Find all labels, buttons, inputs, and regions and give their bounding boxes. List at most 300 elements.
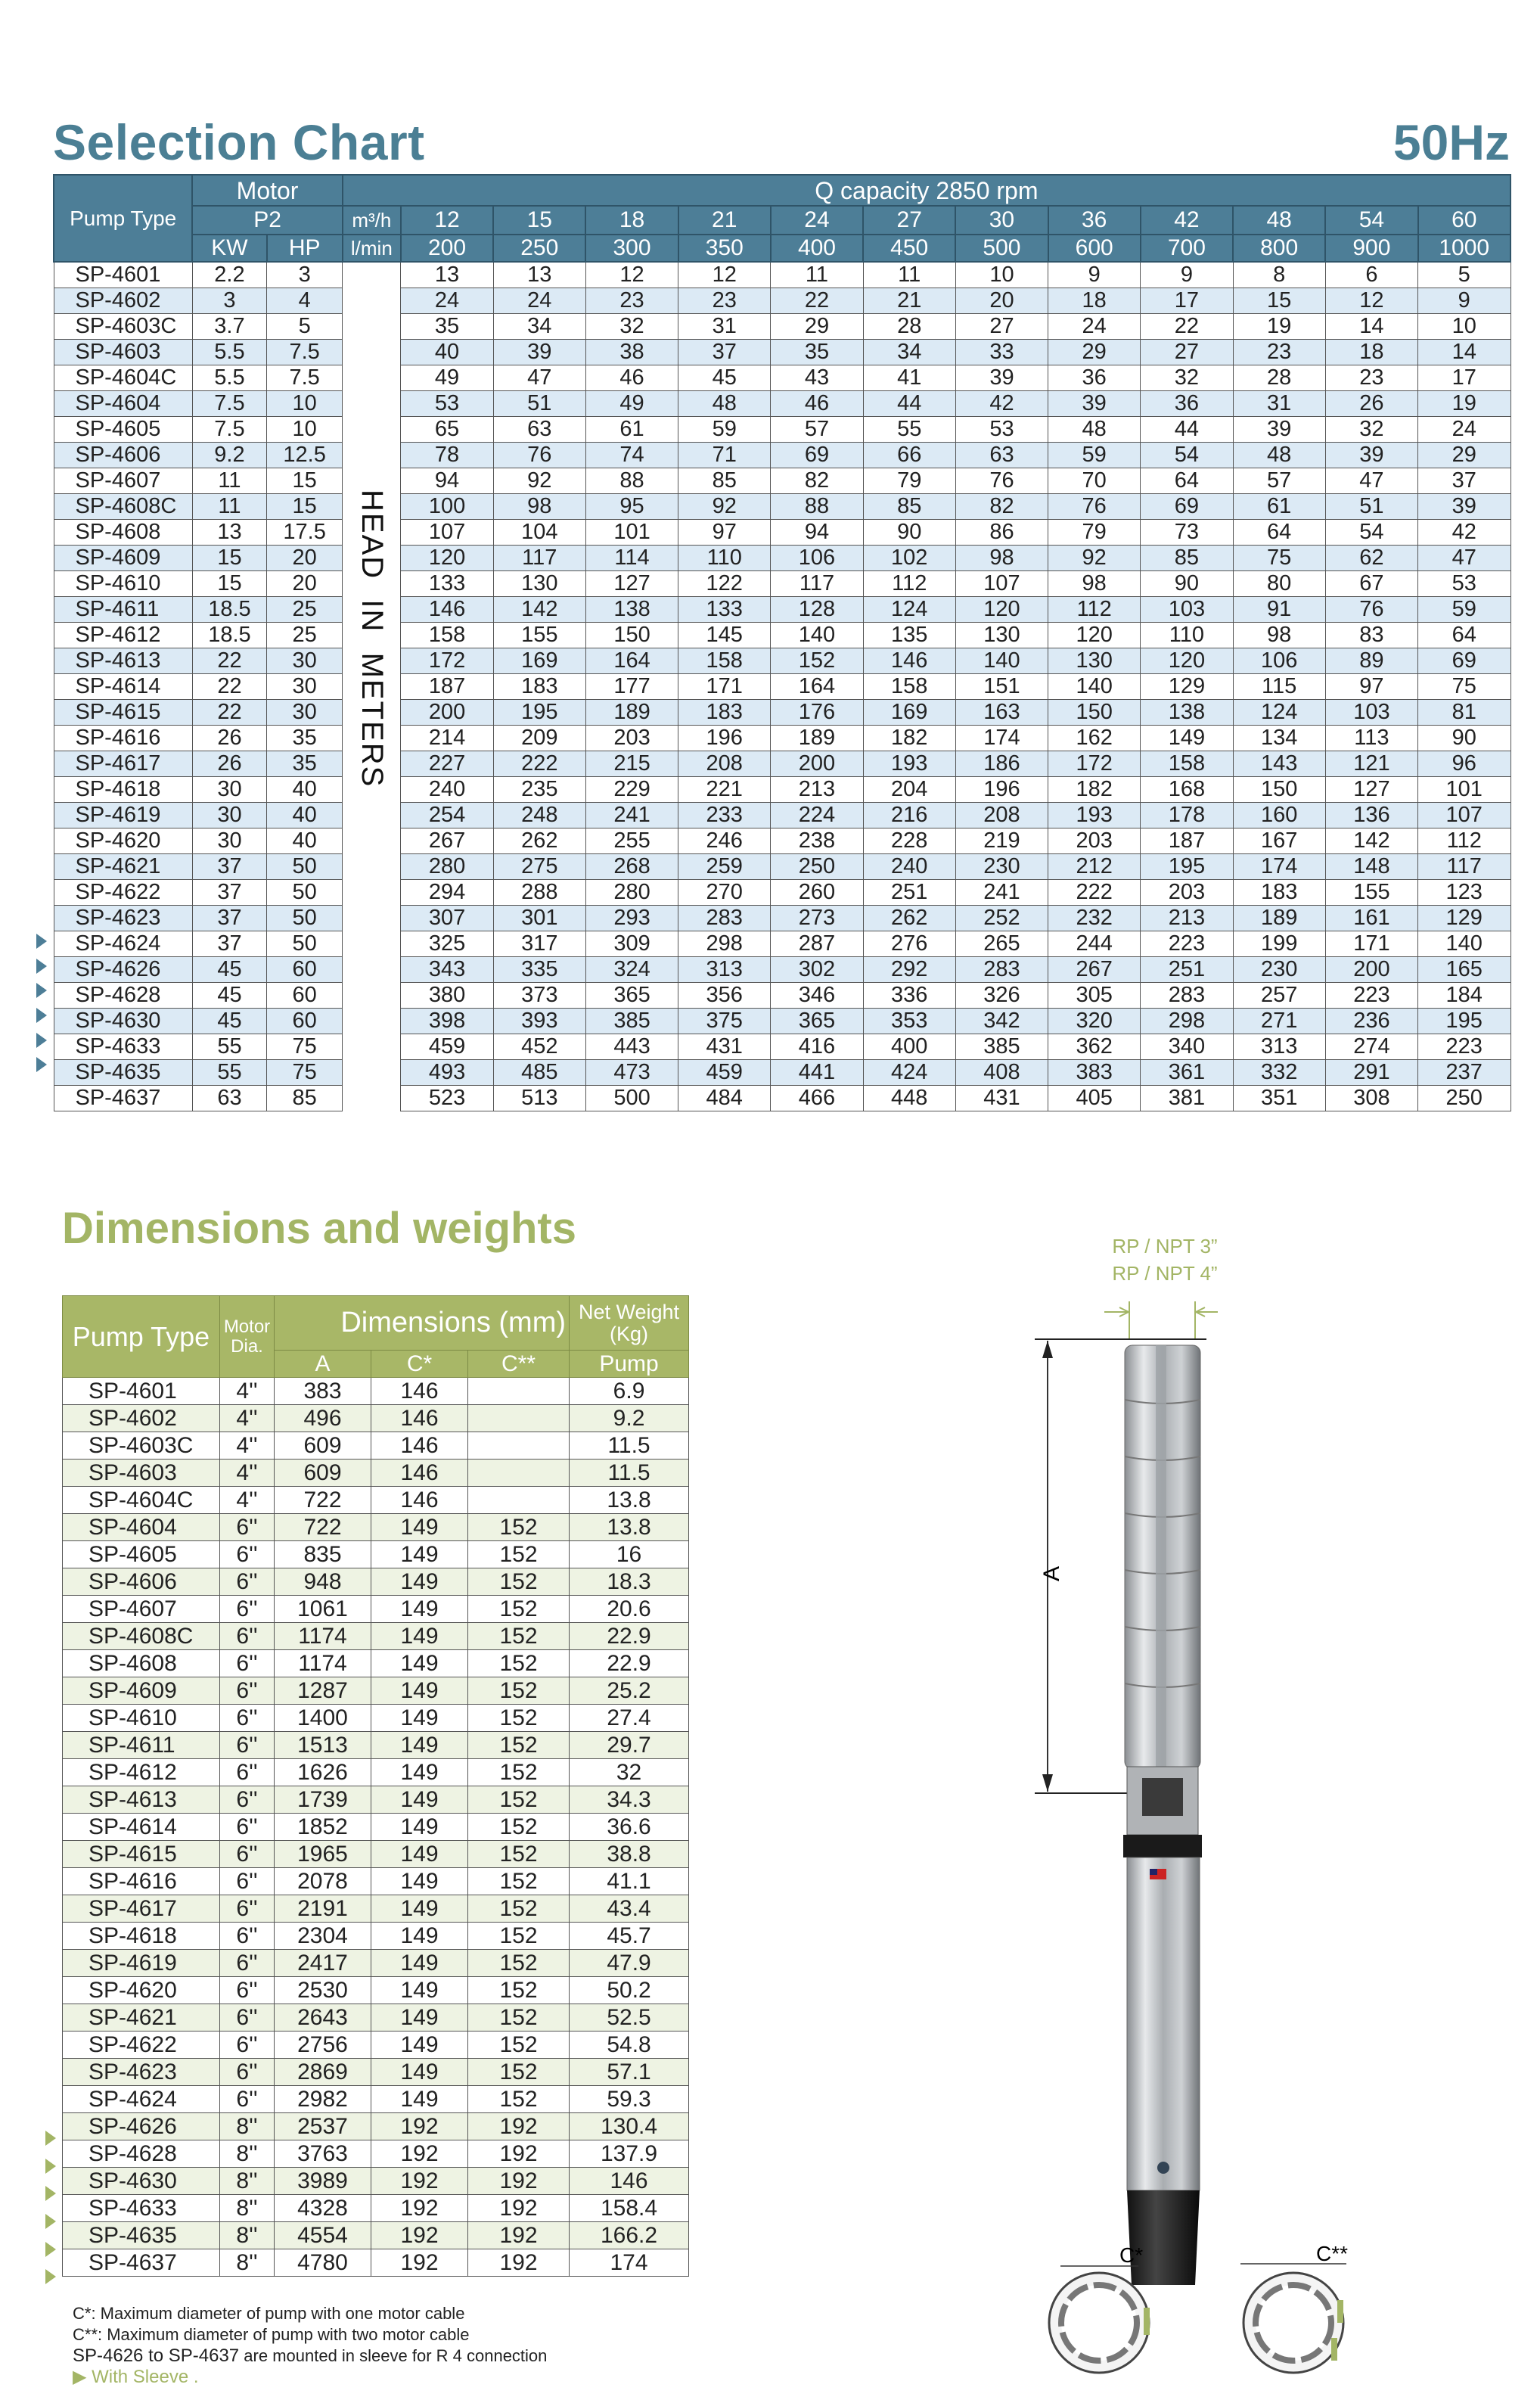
head-cell: 10 [955, 262, 1048, 288]
head-cell: 123 [1418, 880, 1511, 906]
head-cell: 103 [1141, 597, 1233, 623]
head-cell: 283 [678, 906, 771, 931]
hp-cell: 85 [267, 1086, 343, 1111]
pump-type-cell: SP-4603C [54, 314, 192, 340]
table-row [54, 803, 1511, 828]
head-cell: 43 [771, 365, 863, 391]
head-cell: 182 [1048, 777, 1141, 803]
table-row [63, 1705, 689, 1732]
motor-dia-cell: 8'' [220, 2249, 275, 2277]
hp-cell: 60 [267, 1009, 343, 1034]
header-pump: Pump [570, 1351, 689, 1378]
head-cell: 133 [678, 597, 771, 623]
head-cell: 186 [955, 751, 1048, 777]
net-weight-cell: 57.1 [570, 2059, 689, 2086]
head-cell: 213 [771, 777, 863, 803]
pump-body [1123, 1345, 1202, 1857]
head-cell: 133 [401, 571, 493, 597]
head-cell: 98 [1048, 571, 1141, 597]
head-cell: 42 [955, 391, 1048, 417]
head-cell: 124 [863, 597, 955, 623]
dim-c2-cell [468, 1405, 570, 1432]
table-row [63, 2222, 689, 2249]
dim-a-cell: 609 [275, 1432, 371, 1460]
header-net-weight: Net Weight (Kg) [570, 1296, 689, 1351]
table-row [63, 1514, 689, 1541]
head-cell: 129 [1141, 674, 1233, 700]
head-cell: 485 [493, 1060, 585, 1086]
kw-cell: 22 [192, 648, 266, 674]
head-cell: 276 [863, 931, 955, 957]
pump-type-cell: SP-4613 [54, 648, 192, 674]
dim-c1-cell: 192 [371, 2195, 468, 2222]
head-cell: 200 [1325, 957, 1417, 983]
head-cell: 325 [401, 931, 493, 957]
kw-cell: 15 [192, 571, 266, 597]
pump-type-cell: SP-4603 [54, 340, 192, 365]
header-flow-lmin: 800 [1233, 235, 1325, 262]
dim-c1-cell: 192 [371, 2222, 468, 2249]
head-cell: 523 [401, 1086, 493, 1111]
head-cell: 351 [1233, 1086, 1325, 1111]
head-cell: 102 [863, 546, 955, 571]
head-cell: 232 [1048, 906, 1141, 931]
head-cell: 86 [955, 520, 1048, 546]
head-cell: 196 [955, 777, 1048, 803]
head-cell: 221 [678, 777, 771, 803]
table-row [54, 1009, 1511, 1034]
head-cell: 117 [493, 546, 585, 571]
table-row [54, 623, 1511, 648]
head-cell: 223 [1325, 983, 1417, 1009]
pump-type-cell: SP-4635 [54, 1060, 192, 1086]
head-cell: 262 [493, 828, 585, 854]
net-weight-cell: 20.6 [570, 1596, 689, 1623]
head-cell: 292 [863, 957, 955, 983]
dim-c1-cell: 146 [371, 1432, 468, 1460]
net-weight-cell: 41.1 [570, 1868, 689, 1895]
pump-type-cell: SP-4612 [63, 1759, 220, 1786]
head-cell: 484 [678, 1086, 771, 1111]
table-row [63, 2168, 689, 2195]
head-cell: 196 [678, 726, 771, 751]
head-cell: 69 [1418, 648, 1511, 674]
head-cell: 177 [585, 674, 678, 700]
dim-c1-cell: 192 [371, 2249, 468, 2277]
head-cell: 24 [493, 288, 585, 314]
head-cell: 142 [1325, 828, 1417, 854]
pump-type-cell: SP-4606 [63, 1568, 220, 1596]
head-cell: 64 [1418, 623, 1511, 648]
head-cell: 28 [863, 314, 955, 340]
head-cell: 8 [1233, 262, 1325, 288]
head-cell: 85 [678, 468, 771, 494]
table-row [54, 700, 1511, 726]
head-cell: 184 [1418, 983, 1511, 1009]
head-cell: 129 [1418, 906, 1511, 931]
table-row [54, 546, 1511, 571]
head-cell: 88 [771, 494, 863, 520]
head-cell: 92 [678, 494, 771, 520]
table-row [54, 880, 1511, 906]
pump-type-cell: SP-4635 [63, 2222, 220, 2249]
head-cell: 134 [1233, 726, 1325, 751]
head-cell: 18 [1048, 288, 1141, 314]
kw-cell: 18.5 [192, 623, 266, 648]
kw-cell: 2.2 [192, 262, 266, 288]
head-cell: 149 [1141, 726, 1233, 751]
dim-c2-cell: 152 [468, 1732, 570, 1759]
header-flow-lmin: 250 [493, 235, 585, 262]
pump-type-cell: SP-4604C [54, 365, 192, 391]
head-cell: 57 [1233, 468, 1325, 494]
table-row [54, 854, 1511, 880]
head-cell: 158 [678, 648, 771, 674]
head-cell: 85 [863, 494, 955, 520]
head-cell: 49 [585, 391, 678, 417]
head-cell: 260 [771, 880, 863, 906]
head-cell: 104 [493, 520, 585, 546]
table-row [54, 906, 1511, 931]
head-cell: 107 [401, 520, 493, 546]
head-cell: 294 [401, 880, 493, 906]
head-cell: 151 [955, 674, 1048, 700]
head-cell: 90 [1141, 571, 1233, 597]
rp-npt-3-label: RP / NPT 3” [1112, 1235, 1218, 1257]
head-cell: 27 [1141, 340, 1233, 365]
head-cell: 90 [863, 520, 955, 546]
head-cell: 459 [401, 1034, 493, 1060]
head-cell: 251 [863, 880, 955, 906]
dim-a-cell: 1739 [275, 1786, 371, 1814]
header-flow-m3h: 30 [955, 206, 1048, 235]
net-weight-cell: 34.3 [570, 1786, 689, 1814]
dim-c1-cell: 149 [371, 1568, 468, 1596]
head-cell: 76 [955, 468, 1048, 494]
net-weight-cell: 166.2 [570, 2222, 689, 2249]
head-cell: 308 [1325, 1086, 1417, 1111]
head-cell: 313 [1233, 1034, 1325, 1060]
dim-c1-cell: 149 [371, 2032, 468, 2059]
table-row [54, 443, 1511, 468]
table-row [54, 1086, 1511, 1111]
head-cell: 443 [585, 1034, 678, 1060]
head-cell: 101 [1418, 777, 1511, 803]
table-row [54, 340, 1511, 365]
header-flow-lmin: 400 [771, 235, 863, 262]
head-cell: 250 [1418, 1086, 1511, 1111]
dimensions-table [62, 1295, 689, 2277]
kw-cell: 5.5 [192, 340, 266, 365]
dim-c1-cell: 146 [371, 1487, 468, 1514]
hp-cell: 75 [267, 1060, 343, 1086]
pump-type-cell: SP-4615 [54, 700, 192, 726]
head-cell: 459 [678, 1060, 771, 1086]
dim-c1-cell: 149 [371, 2004, 468, 2032]
pump-type-cell: SP-4605 [63, 1541, 220, 1568]
head-cell: 44 [863, 391, 955, 417]
head-cell: 200 [401, 700, 493, 726]
length-a-dimension [1035, 1341, 1127, 1793]
dim-c1-cell: 149 [371, 1923, 468, 1950]
sleeve-marker-icon [36, 1033, 47, 1048]
pump-type-cell: SP-4621 [63, 2004, 220, 2032]
head-cell: 244 [1048, 931, 1141, 957]
head-cell: 267 [401, 828, 493, 854]
head-cell: 127 [585, 571, 678, 597]
head-cell: 235 [493, 777, 585, 803]
head-cell: 332 [1233, 1060, 1325, 1086]
head-cell: 71 [678, 443, 771, 468]
head-cell: 112 [1048, 597, 1141, 623]
head-cell: 94 [401, 468, 493, 494]
kw-cell: 7.5 [192, 391, 266, 417]
head-cell: 254 [401, 803, 493, 828]
head-cell: 120 [955, 597, 1048, 623]
head-cell: 209 [493, 726, 585, 751]
head-cell: 38 [585, 340, 678, 365]
head-cell: 250 [771, 854, 863, 880]
motor-body [1127, 1857, 1200, 2285]
head-cell: 288 [493, 880, 585, 906]
head-cell: 18 [1325, 340, 1417, 365]
header-unit-m3h: m³/h [343, 206, 401, 235]
motor-dia-cell: 6'' [220, 1514, 275, 1541]
table-row [63, 1432, 689, 1460]
head-cell: 33 [955, 340, 1048, 365]
net-weight-cell: 174 [570, 2249, 689, 2277]
c2-label: C** [1316, 2242, 1349, 2265]
hp-cell: 4 [267, 288, 343, 314]
motor-dia-cell: 6'' [220, 1650, 275, 1677]
table-row [63, 1977, 689, 2004]
header-pump-type: Pump Type [63, 1296, 220, 1378]
head-cell: 70 [1048, 468, 1141, 494]
head-cell: 46 [585, 365, 678, 391]
head-cell: 22 [1141, 314, 1233, 340]
head-cell: 189 [585, 700, 678, 726]
head-cell: 257 [1233, 983, 1325, 1009]
head-cell: 140 [1418, 931, 1511, 957]
head-cell: 280 [585, 880, 678, 906]
sleeve-marker-icon [45, 2131, 56, 2146]
dim-a-cell: 722 [275, 1487, 371, 1514]
head-cell: 214 [401, 726, 493, 751]
motor-dia-cell: 6'' [220, 1977, 275, 2004]
dim-a-cell: 1061 [275, 1596, 371, 1623]
head-cell: 63 [955, 443, 1048, 468]
head-cell: 53 [955, 417, 1048, 443]
head-cell: 163 [955, 700, 1048, 726]
pump-type-cell: SP-4613 [63, 1786, 220, 1814]
head-cell: 64 [1141, 468, 1233, 494]
hp-cell: 60 [267, 957, 343, 983]
table-row [63, 1568, 689, 1596]
header-pump-type: Pump Type [54, 175, 192, 262]
head-cell: 69 [1141, 494, 1233, 520]
head-cell: 222 [1048, 880, 1141, 906]
head-cell: 164 [585, 648, 678, 674]
sleeve-marker-icon [36, 983, 47, 998]
pump-type-cell: SP-4620 [54, 828, 192, 854]
kw-cell: 26 [192, 726, 266, 751]
head-cell: 17 [1418, 365, 1511, 391]
head-cell: 34 [863, 340, 955, 365]
table-row [54, 1060, 1511, 1086]
head-cell: 106 [771, 546, 863, 571]
head-cell: 76 [493, 443, 585, 468]
pump-type-cell: SP-4608C [54, 494, 192, 520]
head-cell: 59 [1418, 597, 1511, 623]
head-cell: 67 [1325, 571, 1417, 597]
head-cell: 224 [771, 803, 863, 828]
head-cell: 223 [1141, 931, 1233, 957]
table-row [63, 1868, 689, 1895]
hp-cell: 7.5 [267, 340, 343, 365]
head-cell: 98 [493, 494, 585, 520]
head-cell: 255 [585, 828, 678, 854]
header-kw: KW [192, 235, 266, 262]
dim-a-cell: 4328 [275, 2195, 371, 2222]
head-cell: 27 [955, 314, 1048, 340]
table-row [63, 2140, 689, 2168]
selection-chart-table [53, 174, 1511, 1111]
head-in-meters-label: HEAD IN METERS [355, 490, 389, 788]
head-cell: 165 [1418, 957, 1511, 983]
dim-c2-cell: 152 [468, 1705, 570, 1732]
dim-c1-cell: 149 [371, 1514, 468, 1541]
header-flow-lmin: 500 [955, 235, 1048, 262]
pump-type-cell: SP-4609 [63, 1677, 220, 1705]
header-flow-m3h: 18 [585, 206, 678, 235]
header-dimensions: Dimensions (mm) [275, 1296, 570, 1351]
hp-cell: 25 [267, 623, 343, 648]
head-cell: 48 [1048, 417, 1141, 443]
net-weight-cell: 38.8 [570, 1841, 689, 1868]
pump-type-cell: SP-4603C [63, 1432, 220, 1460]
head-cell: 326 [955, 983, 1048, 1009]
head-cell: 203 [1048, 828, 1141, 854]
hp-cell: 40 [267, 777, 343, 803]
pump-type-cell: SP-4604 [54, 391, 192, 417]
net-weight-cell: 25.2 [570, 1677, 689, 1705]
note-sleeve-legend: With Sleeve . [92, 2367, 199, 2387]
head-cell: 37 [678, 340, 771, 365]
net-weight-cell: 6.9 [570, 1378, 689, 1405]
table-row [54, 828, 1511, 854]
dim-c2-cell [468, 1487, 570, 1514]
head-cell: 162 [1048, 726, 1141, 751]
head-cell: 19 [1233, 314, 1325, 340]
table-row [63, 2113, 689, 2140]
head-cell: 110 [1141, 623, 1233, 648]
header-flow-lmin: 600 [1048, 235, 1141, 262]
head-cell: 317 [493, 931, 585, 957]
dim-c1-cell: 149 [371, 1814, 468, 1841]
head-cell: 441 [771, 1060, 863, 1086]
head-cell: 161 [1325, 906, 1417, 931]
head-cell: 92 [1048, 546, 1141, 571]
kw-cell: 3.7 [192, 314, 266, 340]
head-cell: 199 [1233, 931, 1325, 957]
head-cell: 97 [1325, 674, 1417, 700]
dim-a-cell: 1965 [275, 1841, 371, 1868]
table-row [54, 417, 1511, 443]
table-row [54, 777, 1511, 803]
head-cell: 146 [863, 648, 955, 674]
motor-dia-cell: 4'' [220, 1460, 275, 1487]
kw-cell: 37 [192, 931, 266, 957]
head-cell: 140 [955, 648, 1048, 674]
header-flow-lmin: 900 [1325, 235, 1417, 262]
head-cell: 195 [1418, 1009, 1511, 1034]
net-weight-cell: 43.4 [570, 1895, 689, 1923]
hp-cell: 50 [267, 906, 343, 931]
head-cell: 174 [955, 726, 1048, 751]
hp-cell: 7.5 [267, 365, 343, 391]
hp-cell: 30 [267, 700, 343, 726]
head-cell: 89 [1325, 648, 1417, 674]
head-cell: 48 [678, 391, 771, 417]
dim-c2-cell: 152 [468, 1568, 570, 1596]
head-cell: 23 [1325, 365, 1417, 391]
head-cell: 305 [1048, 983, 1141, 1009]
table-row [54, 751, 1511, 777]
head-cell: 203 [1141, 880, 1233, 906]
dim-a-cell: 4780 [275, 2249, 371, 2277]
head-cell: 136 [1325, 803, 1417, 828]
head-cell: 228 [863, 828, 955, 854]
kw-cell: 30 [192, 803, 266, 828]
kw-cell: 26 [192, 751, 266, 777]
hp-cell: 3 [267, 262, 343, 288]
pump-type-cell: SP-4607 [54, 468, 192, 494]
table-row [54, 288, 1511, 314]
net-weight-cell: 146 [570, 2168, 689, 2195]
head-cell: 176 [771, 700, 863, 726]
head-cell: 270 [678, 880, 771, 906]
hp-cell: 35 [267, 751, 343, 777]
head-cell: 416 [771, 1034, 863, 1060]
head-cell: 44 [1141, 417, 1233, 443]
head-cell: 203 [585, 726, 678, 751]
table-row [54, 726, 1511, 751]
dim-c1-cell: 192 [371, 2168, 468, 2195]
motor-dia-cell: 6'' [220, 2086, 275, 2113]
pump-type-cell: SP-4604 [63, 1514, 220, 1541]
head-cell: 82 [771, 468, 863, 494]
kw-cell: 55 [192, 1034, 266, 1060]
head-cell: 381 [1141, 1086, 1233, 1111]
pump-type-cell: SP-4601 [54, 262, 192, 288]
pump-type-cell: SP-4617 [63, 1895, 220, 1923]
motor-dia-cell: 6'' [220, 1786, 275, 1814]
head-cell: 241 [955, 880, 1048, 906]
head-cell: 35 [771, 340, 863, 365]
pump-type-cell: SP-4637 [63, 2249, 220, 2277]
head-cell: 5 [1418, 262, 1511, 288]
pump-type-cell: SP-4628 [54, 983, 192, 1009]
dim-c2-cell: 152 [468, 1514, 570, 1541]
head-cell: 183 [1233, 880, 1325, 906]
dim-c1-cell: 149 [371, 1677, 468, 1705]
head-cell: 39 [1233, 417, 1325, 443]
head-cell: 385 [585, 1009, 678, 1034]
header-flow-m3h: 48 [1233, 206, 1325, 235]
pump-type-cell: SP-4615 [63, 1841, 220, 1868]
dim-c2-cell [468, 1432, 570, 1460]
head-cell: 114 [585, 546, 678, 571]
